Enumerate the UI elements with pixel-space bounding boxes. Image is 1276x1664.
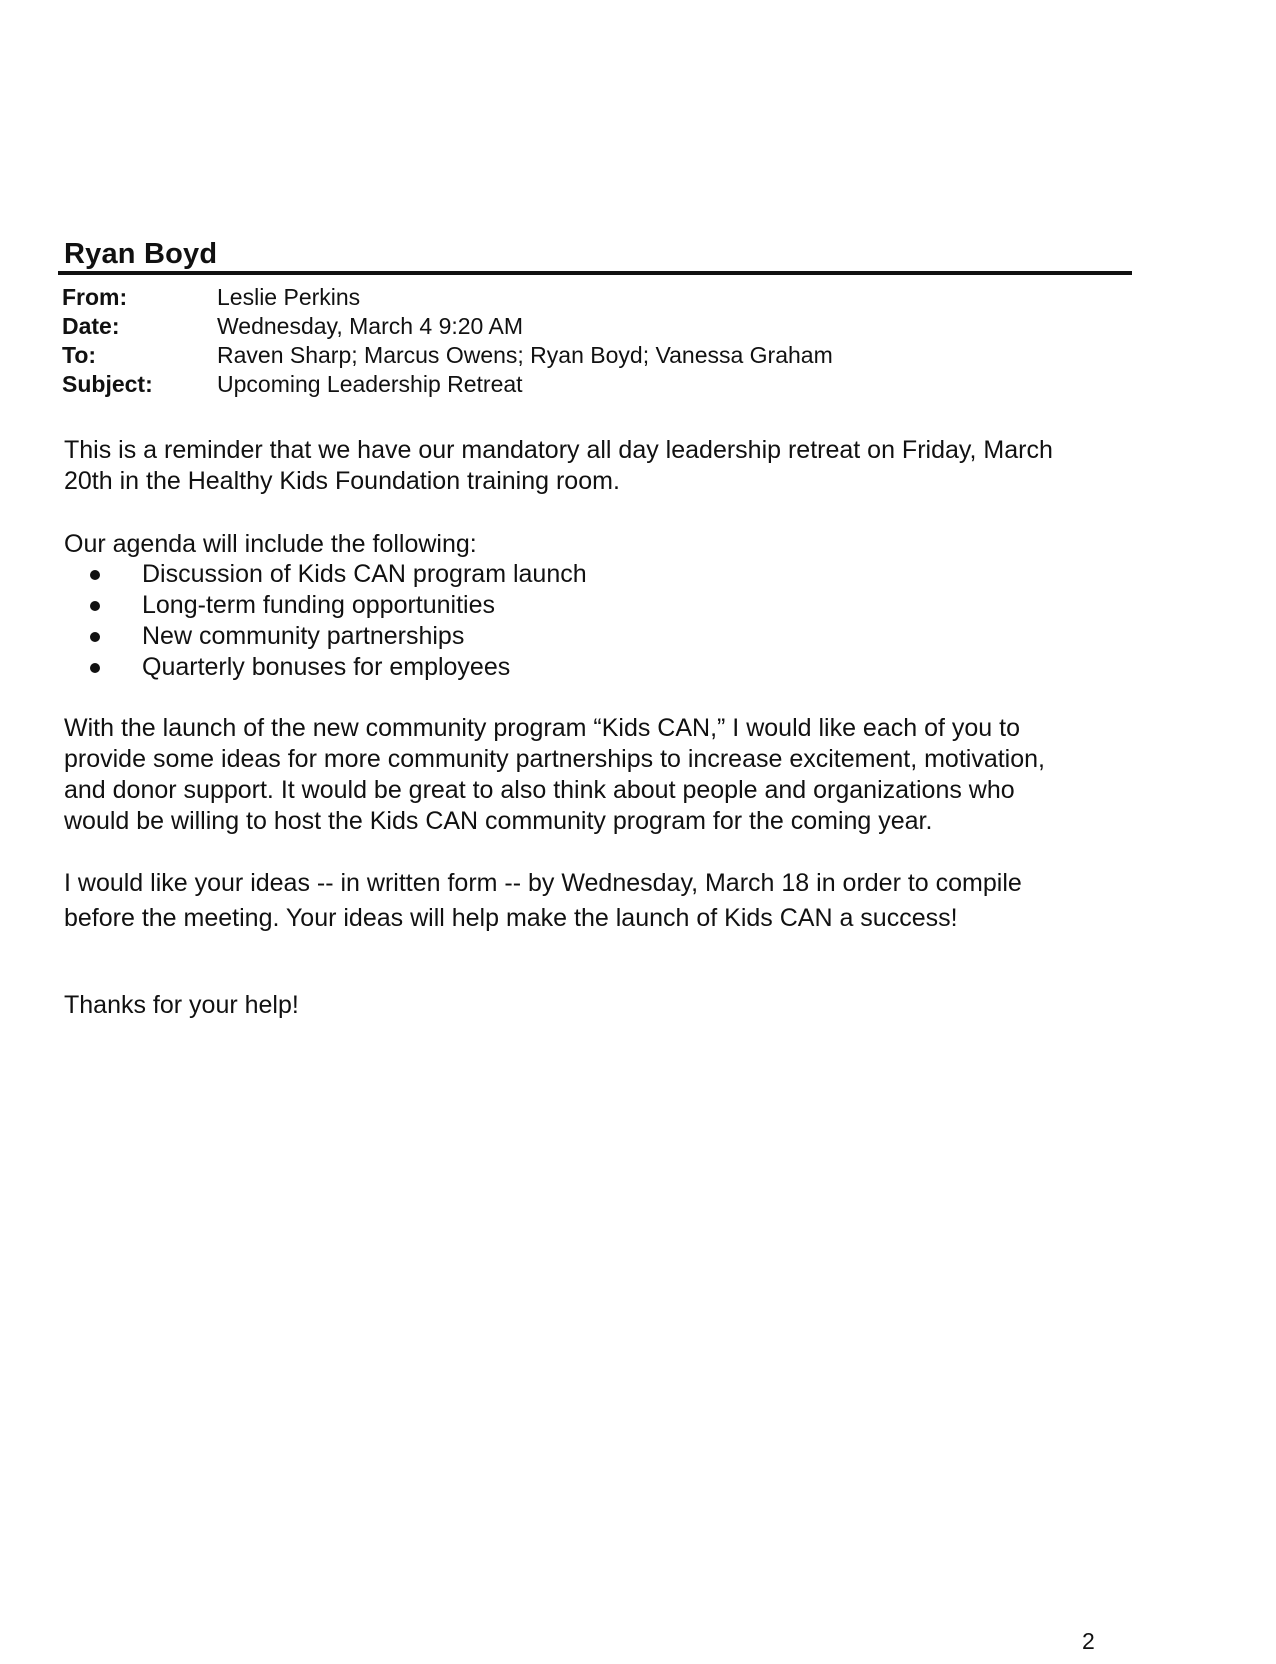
to-value: Raven Sharp; Marcus Owens; Ryan Boyd; Vanessa Graham <box>217 342 833 368</box>
from-row <box>62 283 833 312</box>
from-label: From: <box>62 284 128 310</box>
paragraph-line: and donor support. It would be great to also think about people and organizations who <box>64 776 1015 804</box>
paragraph-line: before the meeting. Your ideas will help make the launch of Kids CAN a success! <box>64 904 958 932</box>
page-number: 2 <box>1082 1628 1095 1654</box>
agenda-item <box>64 590 587 621</box>
date-label: Date: <box>62 313 120 339</box>
header-divider <box>58 271 1132 275</box>
agenda-item <box>64 559 587 590</box>
agenda-item-text: New community partnerships <box>142 622 465 650</box>
paragraph-line: provide some ideas for more community partnerships to increase excitement, motivation, <box>64 745 1045 773</box>
deadline-paragraph <box>64 866 1022 936</box>
subject-row <box>62 370 833 399</box>
paragraph-line: I would like your ideas -- in written form -- by Wednesday, March 18 in order to compile <box>64 869 1022 897</box>
from-value: Leslie Perkins <box>217 284 361 310</box>
agenda-list <box>64 559 587 683</box>
date-row <box>62 312 833 341</box>
agenda-item <box>64 621 587 652</box>
to-label: To: <box>62 342 97 368</box>
bullet-icon <box>90 570 100 580</box>
agenda-item-text: Long-term funding opportunities <box>142 591 496 619</box>
paragraph-line: With the launch of the new community program “Kids CAN,” I would like each of you to <box>64 714 1020 742</box>
agenda-item-text: Quarterly bonuses for employees <box>142 653 511 681</box>
paragraph-line: 20th in the Healthy Kids Foundation training room. <box>64 467 620 495</box>
to-row <box>62 341 833 370</box>
paragraph-line: would be willing to host the Kids CAN community program for the coming year. <box>64 807 933 835</box>
subject-value: Upcoming Leadership Retreat <box>217 371 523 397</box>
program-paragraph <box>64 713 1045 837</box>
bullet-icon <box>90 632 100 642</box>
closing-line: Thanks for your help! <box>64 991 299 1019</box>
mailbox-owner-name: Ryan Boyd <box>64 238 218 270</box>
subject-label: Subject: <box>62 371 153 397</box>
bullet-icon <box>90 663 100 673</box>
agenda-item-text: Discussion of Kids CAN program launch <box>142 560 587 588</box>
reminder-paragraph <box>64 435 1053 497</box>
email-header <box>62 283 833 399</box>
date-value: Wednesday, March 4 9:20 AM <box>217 313 523 339</box>
paragraph-line: This is a reminder that we have our mandatory all day leadership retreat on Friday, March <box>64 436 1053 464</box>
agenda-intro: Our agenda will include the following: <box>64 530 477 558</box>
agenda-item <box>64 652 587 683</box>
bullet-icon <box>90 601 100 611</box>
